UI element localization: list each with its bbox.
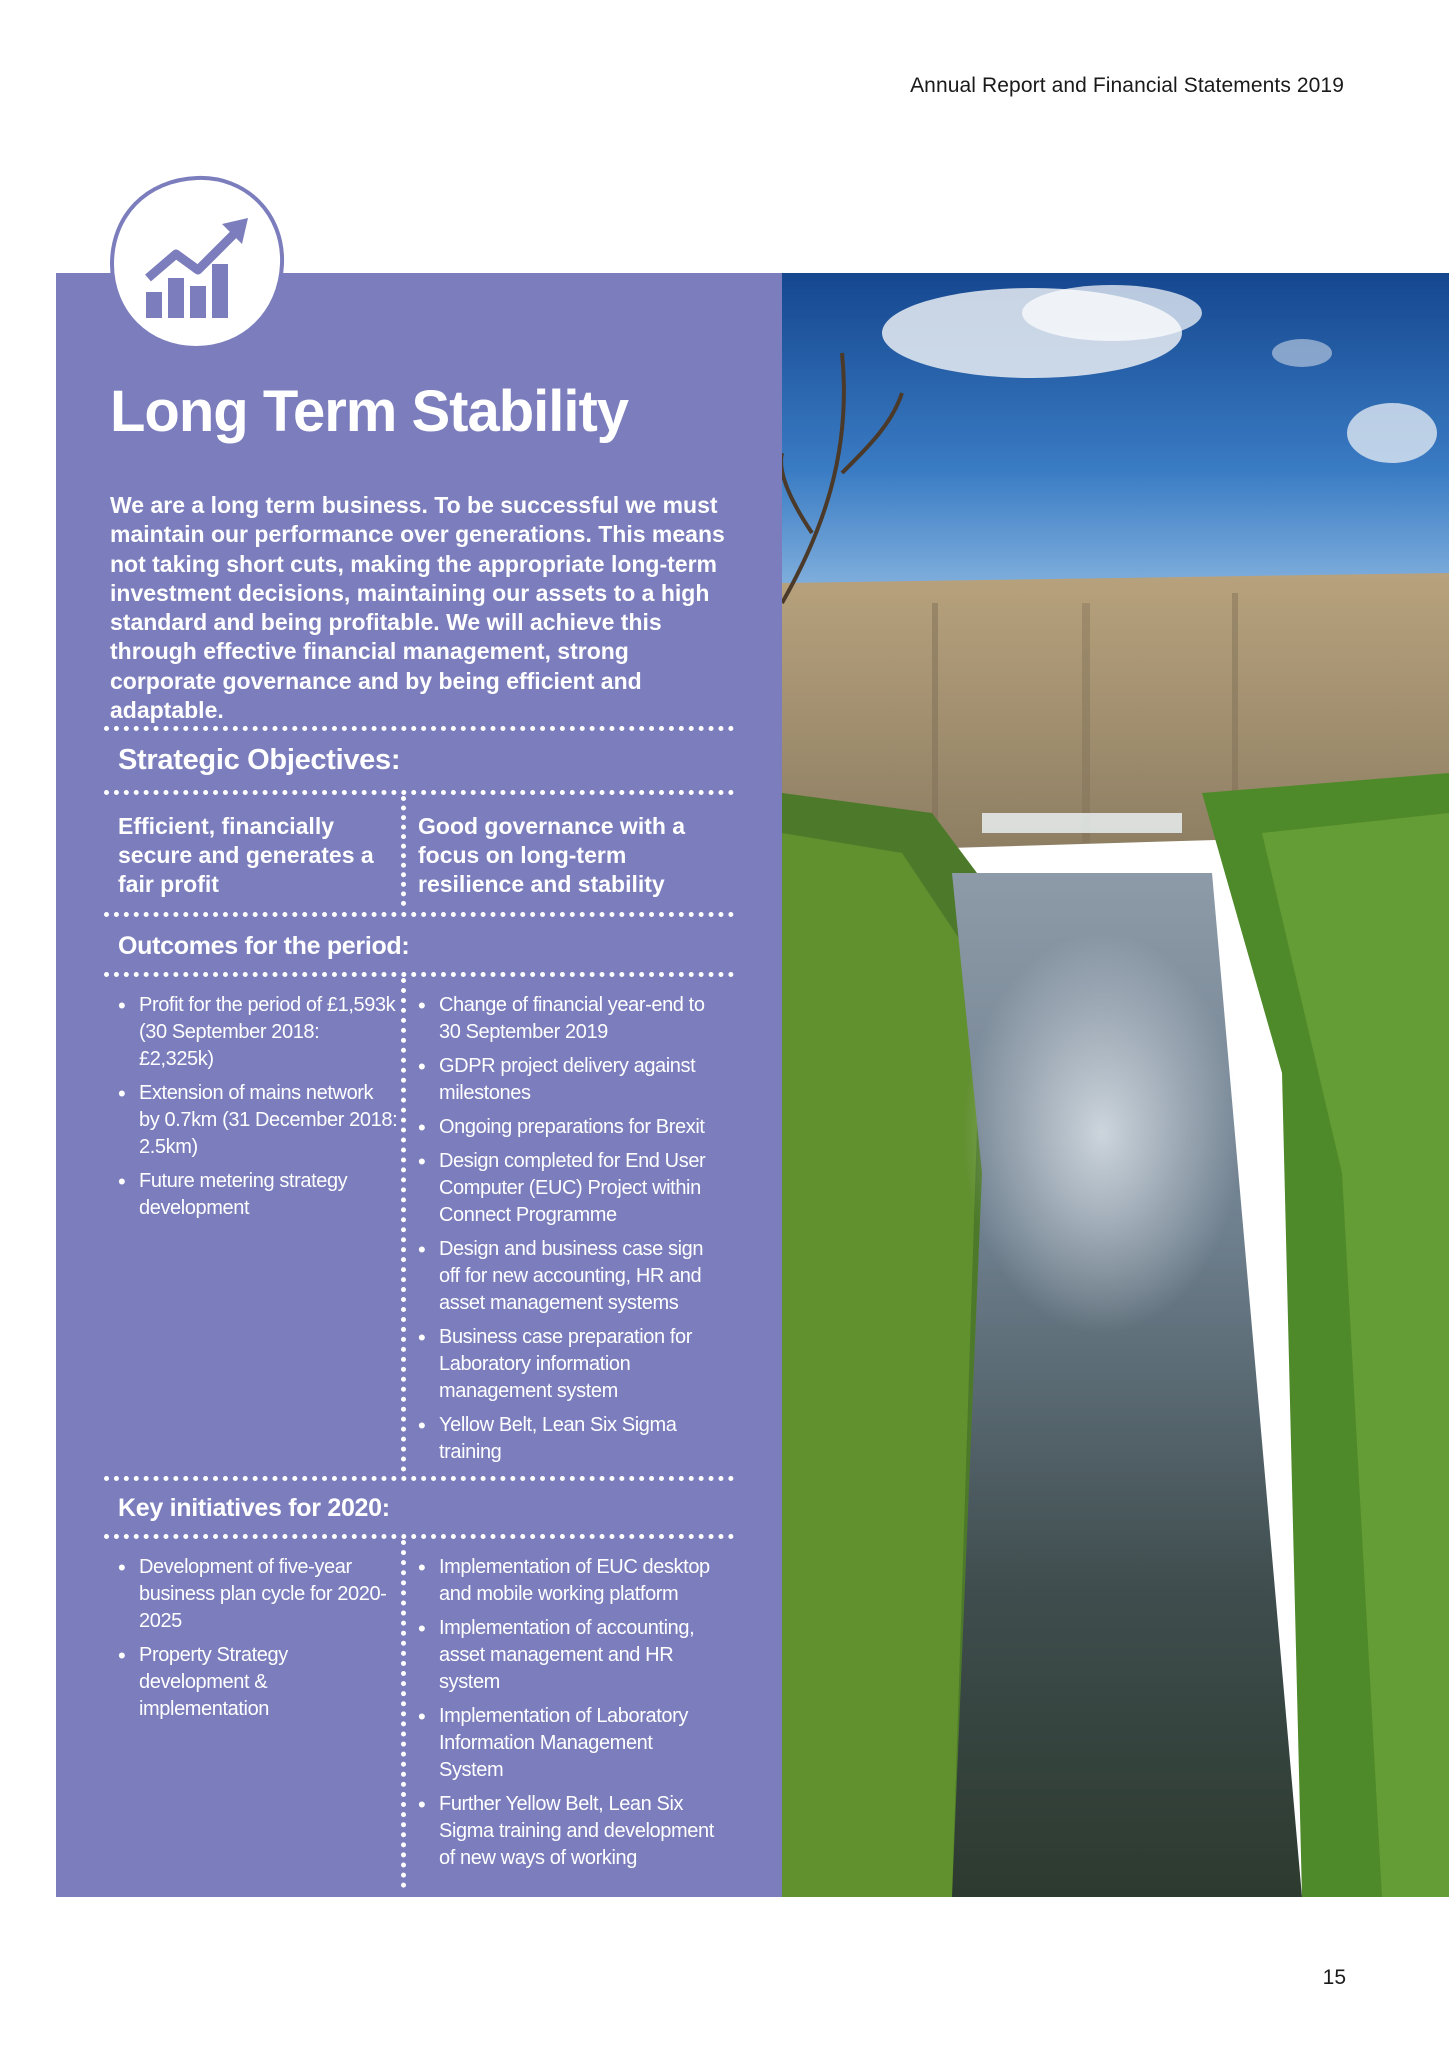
list-item: • Implementation of EUC desktop and mobile working platform bbox=[418, 1554, 718, 1608]
list-item: • Design completed for End User Computer (EUC) Project within Connect Programme bbox=[418, 1148, 718, 1229]
list-item: • Extension of mains network by 0.7km (31 December 2018: 2.5km) bbox=[118, 1080, 398, 1161]
running-header: Annual Report and Financial Statements 2019 bbox=[910, 74, 1344, 97]
dotted-divider bbox=[104, 1534, 734, 1539]
list-item: • GDPR project delivery against milestones bbox=[418, 1053, 718, 1107]
dotted-divider bbox=[104, 726, 734, 731]
list-item: • Future metering strategy development bbox=[118, 1168, 398, 1222]
strategic-objectives-heading: Strategic Objectives: bbox=[118, 744, 401, 776]
key-initiatives-heading: Key initiatives for 2020: bbox=[118, 1494, 390, 1522]
page-title: Long Term Stability bbox=[110, 379, 629, 444]
list-item: • Development of five-year business plan cycle for 2020-2025 bbox=[118, 1554, 398, 1635]
list-item: • Implementation of accounting, asset management and HR system bbox=[418, 1615, 718, 1696]
list-item: • Property Strategy development & implementation bbox=[118, 1642, 398, 1723]
list-item: • Business case preparation for Laboratory information management system bbox=[418, 1324, 718, 1405]
list-item: • Profit for the period of £1,593k (30 September 2018: £2,325k) bbox=[118, 992, 398, 1073]
intro-paragraph: We are a long term business. To be successful we must maintain our performance over generations. This means not taking short cuts, making the appropriate long-term investment decisions, maintaining our assets to a high standard and being profitable. We will achieve this through effective financial management, strong corporate governance and by being efficient and adaptable. bbox=[110, 492, 725, 724]
initiatives-left-list bbox=[118, 1554, 398, 1730]
list-item: • Change of financial year-end to 30 September 2019 bbox=[418, 992, 718, 1046]
page-number: 15 bbox=[1322, 1966, 1346, 1989]
outcomes-heading: Outcomes for the period: bbox=[118, 932, 410, 960]
outcomes-right-list bbox=[418, 992, 718, 1473]
list-item: • Ongoing preparations for Brexit bbox=[418, 1114, 718, 1141]
dotted-column-divider bbox=[401, 978, 406, 1472]
list-item: • Design and business case sign off for new accounting, HR and asset management systems bbox=[418, 1236, 718, 1317]
objective-right: Good governance with a focus on long-term resilience and stability bbox=[418, 813, 686, 897]
bar-chart-growth-icon bbox=[106, 172, 288, 354]
list-item: • Yellow Belt, Lean Six Sigma training bbox=[418, 1412, 718, 1466]
list-item: • Implementation of Laboratory Information Management System bbox=[418, 1703, 718, 1784]
dotted-column-divider bbox=[401, 796, 406, 906]
dotted-divider bbox=[104, 790, 734, 795]
objective-left: Efficient, financially secure and generates a fair profit bbox=[118, 813, 374, 897]
initiatives-right-list bbox=[418, 1554, 718, 1879]
outcomes-left-list bbox=[118, 992, 398, 1229]
dotted-divider bbox=[104, 972, 734, 977]
dotted-column-divider bbox=[401, 1540, 406, 1888]
dotted-divider bbox=[104, 1476, 734, 1481]
river-weir-photo bbox=[782, 273, 1449, 1897]
list-item: • Further Yellow Belt, Lean Six Sigma training and development of new ways of working bbox=[418, 1791, 718, 1872]
dotted-divider bbox=[104, 912, 734, 917]
